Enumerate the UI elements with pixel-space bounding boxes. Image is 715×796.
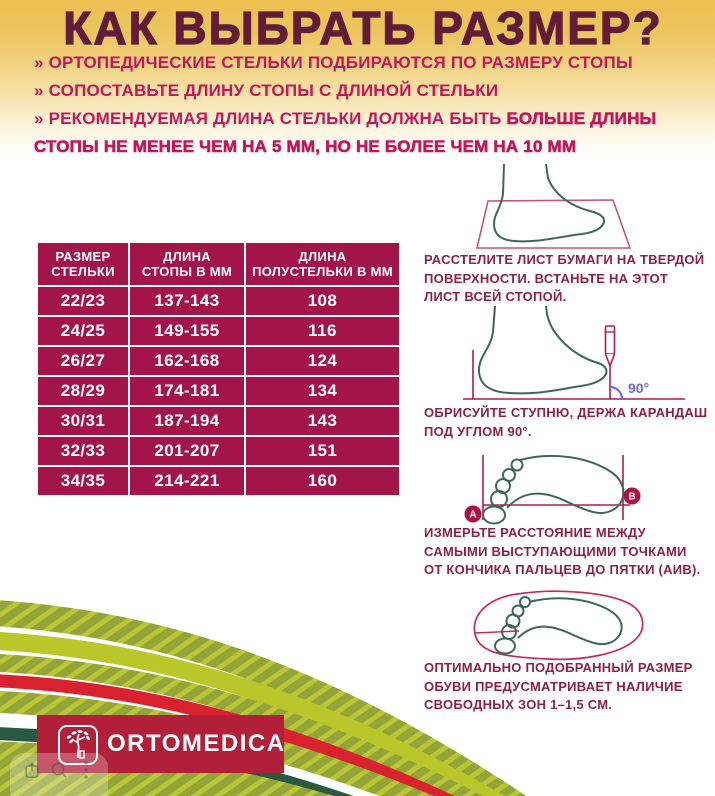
foot-with-pencil-illustration <box>455 306 707 406</box>
viewer-toolbar <box>10 753 108 796</box>
column-header-foot-length: ДЛИНА СТОПЫ В ММ <box>130 243 244 285</box>
share-icon[interactable] <box>22 760 42 780</box>
bullet-marker: » <box>34 53 44 72</box>
column-header-half-insole: ДЛИНА ПОЛУСТЕЛЬКИ В ММ <box>246 243 399 285</box>
size-cell: 34/35 <box>38 467 128 495</box>
half-insole-cell: 134 <box>246 377 399 405</box>
search-lens-icon[interactable] <box>49 760 69 780</box>
half-insole-cell: 143 <box>246 407 399 435</box>
size-cell: 22/23 <box>38 287 128 315</box>
bullet-item: » РЕКОМЕНДУЕМАЯ ДЛИНА СТЕЛЬКИ ДОЛЖНА БЫТЬ БОЛЬШЕ ДЛИНЫ СТОПЫ НЕ МЕНЕЕ ЧЕМ НА 5 ММ, НО НЕ БОЛЕЕ ЧЕМ НА 10 ММ <box>34 109 657 156</box>
bullet-item: » СОПОСТАВЬТЕ ДЛИНУ СТОПЫ С ДЛИНОЙ СТЕЛЬКИ <box>34 81 499 100</box>
point-a-badge <box>465 506 482 523</box>
step2-text: ОБРИСУЙТЕ СТУПНЮ, ДЕРЖА КАРАНДАШ ПОД УГЛОМ 90°. <box>424 405 708 439</box>
footprint-measure-illustration <box>458 450 658 530</box>
size-cell: 26/27 <box>38 347 128 375</box>
foot-length-cell: 137-143 <box>130 287 244 315</box>
bullet-marker: » <box>34 109 44 128</box>
half-insole-cell: 116 <box>246 317 399 345</box>
step1-text: РАССТЕЛИТЕ ЛИСТ БУМАГИ НА ТВЕРДОЙ ПОВЕРХНОСТИ. ВСТАНЬТЕ НА ЭТОТ ЛИСТ ВСЕЙ СТОПОЙ. <box>424 252 705 304</box>
foot-length-cell: 162-168 <box>130 347 244 375</box>
half-insole-cell: 151 <box>246 437 399 465</box>
size-cell: 30/31 <box>38 407 128 435</box>
foot-length-cell: 187-194 <box>130 407 244 435</box>
half-insole-cell: 124 <box>246 347 399 375</box>
angle-label: 90° <box>628 380 650 396</box>
column-header-size: РАЗМЕР СТЕЛЬКИ <box>38 243 128 285</box>
foot-on-paper-illustration <box>470 164 640 254</box>
bullet-list <box>34 49 689 161</box>
size-cell: 32/33 <box>38 437 128 465</box>
size-table <box>38 243 395 495</box>
foot-length-cell: 214-221 <box>130 467 244 495</box>
size-cell: 24/25 <box>38 317 128 345</box>
bullet-item: » ОРТОПЕДИЧЕСКИЕ СТЕЛЬКИ ПОДБИРАЮТСЯ ПО РАЗМЕРУ СТОПЫ <box>34 53 633 72</box>
page-title: КАК ВЫБРАТЬ РАЗМЕР? <box>63 2 663 54</box>
foot-length-cell: 149-155 <box>130 317 244 345</box>
step3-text: ИЗМЕРЬТЕ РАССТОЯНИЕ МЕЖДУ САМЫМИ ВЫСТУПАЮЩИМИ ТОЧКАМИ ОТ КОНЧИКА ПАЛЬЦЕВ ДО ПЯТКИ (АИВ). <box>424 525 701 577</box>
half-insole-cell: 108 <box>246 287 399 315</box>
svg-text:В: В <box>628 491 636 503</box>
brand-name: ORTOMEDICA <box>107 730 286 757</box>
foot-length-cell: 174-181 <box>130 377 244 405</box>
point-b-badge <box>624 488 641 505</box>
half-insole-cell: 160 <box>246 467 399 495</box>
bullet-marker: » <box>34 81 44 100</box>
svg-text:А: А <box>469 509 477 521</box>
step4-text: ОПТИМАЛЬНО ПОДОБРАННЫЙ РАЗМЕР ОБУВИ ПРЕДУСМАТРИВАЕТ НАЛИЧИЕ СВОБОДНЫХ ЗОН 1–1,5 СМ. <box>424 660 693 712</box>
foot-length-cell: 201-207 <box>130 437 244 465</box>
size-cell: 28/29 <box>38 377 128 405</box>
more-options-icon[interactable] <box>76 760 96 780</box>
